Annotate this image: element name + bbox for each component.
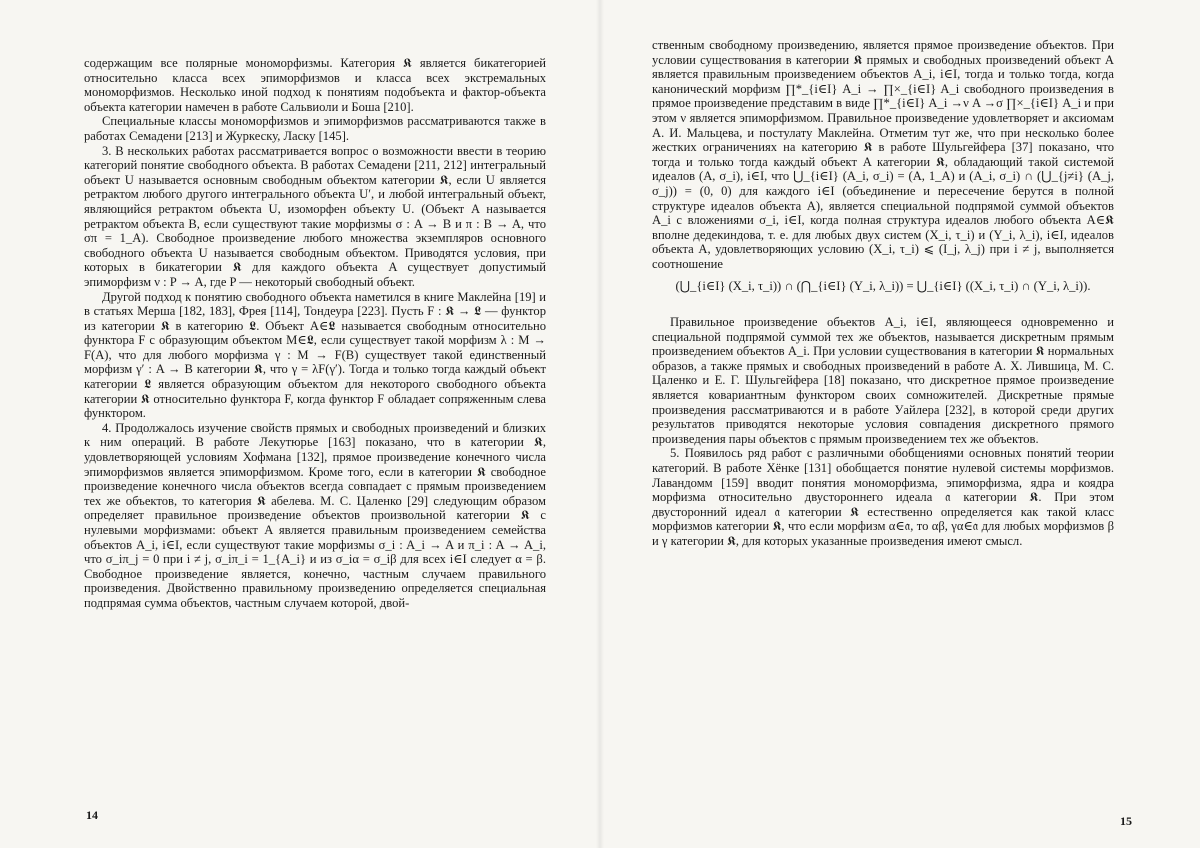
paragraph: 5. Появилось ряд работ с различными обобщениями основных понятий теории категорий. В работе Хёнке [131] обобщается понятие нулевой системы морфизмов. Лавандомм [159] вводит понятия мономорфизма, эпиморфизма, ядра и коядра морфизма относительно двустороннего идеала 𝔞 категории 𝕶. При этом двусторонний идеал 𝔞 категории 𝕶 естественно определяется как такой класс морфизмов категории 𝕶, что если морфизм α∈𝔞, то αβ, γα∈𝔞 для любых морфизмов β и γ категории 𝕶, для которых указанные произведения имеют смысл. bbox=[652, 446, 1114, 548]
paragraph: Правильное произведение объектов A_i, i∈I, являющееся одновременно и специальной подпрямой суммой тех же объектов, называется дискретным прямым произведением объектов A_i. При условии существования в категории 𝕶 нормальных образов, а также прямых и свободных произведений в работе А. Х. Лившица, М. С. Цаленко и Е. Г. Шульгейфера [18] показано, что дискретное прямое произведение является ковариантным функтором своих сомножителей. Дискретные прямые произведения рассматриваются и в работе Уайлера [232], в которой среди других результатов приводятся некоторые условия совпадения дискретного прямого произведения пары объектов с прямым произведением тех же объектов. bbox=[652, 315, 1114, 446]
display-formula: (⋃_{i∈I} (X_i, τ_i)) ∩ (⋂_{i∈I} (Y_i, λ_i)) = ⋃_{i∈I} ((X_i, τ_i) ∩ (Y_i, λ_i)). bbox=[675, 278, 1091, 293]
page-number: 14 bbox=[86, 808, 98, 822]
paragraph: 4. Продолжалось изучение свойств прямых и свободных произведений и близких к ним операций. В работе Лекутюрье [163] показано, что в категории 𝕶, удовлетворяющей условиям Хофмана [132], прямое произведение конечного числа эпиморфизмов является эпиморфизмом. Кроме того, если в категории 𝕶 свободное произведение конечного числа объектов всегда совпадает с прямым произведением тех же объектов, то категория 𝕶 абелева. М. С. Цаленко [29] следующим образом определяет правильное произведение объектов произвольной категории 𝕶 с нулевыми морфизмами: объект A является правильным произведением семейства объектов A_i, i∈I, если существуют такие морфизмы σ_i : A_i → A и π_i : A → A_i, что σ_iπ_j = 0 при i ≠ j, σ_iπ_i = 1_{A_i} и из σ_iα = σ_iβ для всех i∈I следует α = β. Свободное произведение является, конечно, частным случаем правильного произведения. Двойственно правильному произведению определяется специальная подпрямая сумма объектов, частным случаем которой, двой- bbox=[84, 420, 546, 610]
paragraph: ственным свободному произведению, является прямое произведение объектов. При условии существования в категории 𝕶 прямых и свободных произведений объект A является правильным произведением объектов A_i, i∈I, тогда и только тогда, когда канонический морфизм ∏*_{i∈I} A_i → ∏×_{i∈I} A_i свободного произведения в прямое произведение представим в виде ∏*_{i∈I} A_i →ν A →σ ∏×_{i∈I} A_i и при этом ν является эпиморфизмом. Правильное произведение удовлетворяет и аксиомам А. И. Мальцева, и постулату Маклейна. Отметим тут же, что при несколько более жестких ограничениях на категорию 𝕶 в работе Шульгейфера [37] показано, что тогда и только тогда каждый объект A категории 𝕶, обладающий такой системой идеалов (A, σ_i), i∈I, что ⋃_{i∈I} (A_i, σ_i) = (A, 1_A) и (A_i, σ_i) ∩ (⋃_{j≠i} (A_j, σ_j)) = (0, 0) для каждого i∈I (объединение и пересечение берутся в полной структуре идеалов объекта A), является специальной подпрямой суммой объектов A_i с вложениями σ_i, i∈I, когда полная структура идеалов любого объекта A∈𝕶 вполне дедекиндова, т. е. для любых двух систем (X_i, τ_i) и (Y_i, λ_i), i∈I, идеалов объекта A, удовлетворяющих условию (X_i, τ_i) ⩽ (I_j, λ_j) при i ≠ j, выполняется соотношение bbox=[652, 38, 1114, 271]
right-page bbox=[600, 0, 1200, 848]
paragraph: содержащим все полярные мономорфизмы. Категория 𝕶 является бикатегорией относительно класса всех эпиморфизмов и класса всех экстремальных мономорфизмов. Несколько иной подход к понятиям подобъекта и фактор-объекта объекта категории намечен в работе Сальвиоли и Боша [210]. bbox=[84, 56, 546, 114]
page-number: 15 bbox=[1120, 814, 1132, 828]
paragraph: Другой подход к понятию свободного объекта наметился в книге Маклейна [19] и в статьях Мерша [182, 183], Фрея [114], Тондеура [223]. Пусть F : 𝕶 → 𝕷 — функтор из категории 𝕶 в категорию 𝕷. Объект A∈𝕷 называется свободным относительно функтора F с образующим объектом M∈𝕷, если существует такой морфизм λ : M → F(A), что для любого морфизма γ : M → F(B) существует такой единственный морфизм γ′ : A → B категории 𝕶, что γ = λF(γ′). Тогда и только тогда каждый объект категории 𝕷 является образующим объектом для некоторого свободного объекта категории 𝕶 относительно функтора F, когда функтор F обладает сопряженным слева функтором. bbox=[84, 289, 546, 421]
paragraph: Специальные классы мономорфизмов и эпиморфизмов рассматриваются также в работах Семадени [213] и Журкеску, Ласку [145]. bbox=[84, 114, 546, 143]
paragraph: 3. В нескольких работах рассматривается вопрос о возможности ввести в теорию категорий понятие свободного объекта. В работах Семадени [211, 212] интегральный объект U называется основным свободным объектом категории 𝕶, если U является ретрактом любого другого интегрального объекта U′, и любой интегральный объект, являющийся ретрактом объекта U, изоморфен объекту U. (Объект A называется ретрактом объекта B, если существуют такие морфизмы σ : A → B и π : B → A, что σπ = 1_A). Свободное произведение любого множества экземпляров основного свободного объекта U называется свободным объектом. Приводятся условия, при которых в бикатегории 𝕶 для каждого объекта A существует допустимый эпиморфизм ν : P → A, где P — некоторый свободный объект. bbox=[84, 143, 546, 289]
right-page-text-column bbox=[652, 38, 1114, 549]
left-page-text-column bbox=[84, 56, 546, 611]
